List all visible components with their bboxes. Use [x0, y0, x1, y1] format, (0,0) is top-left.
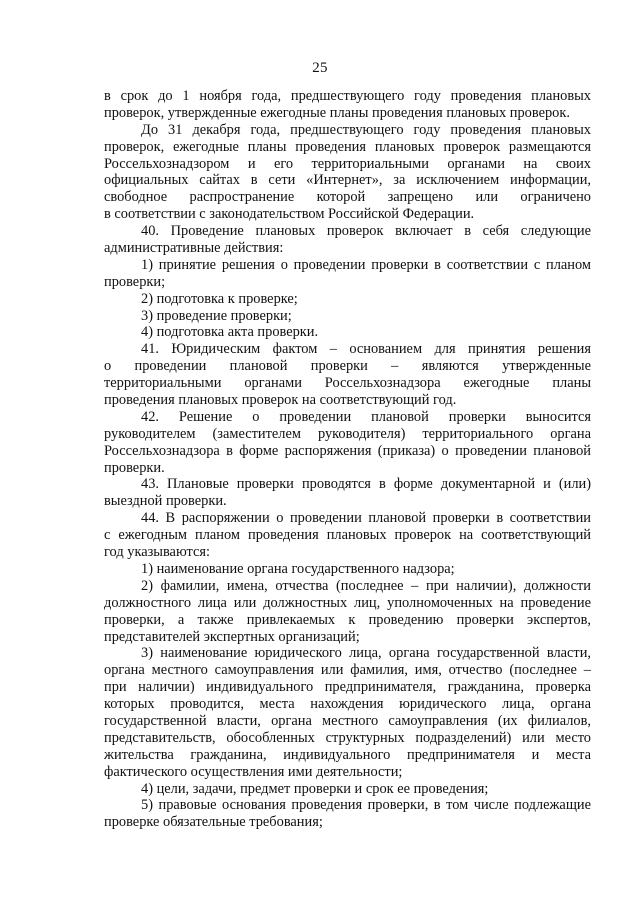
document-body [104, 88, 591, 831]
text-line: 44. В распоряжении о проведении плановой проверки в соответствии [141, 510, 591, 527]
text-line: фактического осуществления ими деятельности; [104, 763, 403, 780]
text-line: проверки. [104, 459, 165, 476]
text-line: официальных сайтах в сети «Интернет», за исключением информации, [104, 172, 591, 189]
text-line: при наличии) индивидуального предпринимателя, гражданина, проверка [104, 679, 591, 696]
text-line: Россельхознадзором и его территориальными органами на своих [104, 155, 591, 172]
text-line: 40. Проведение плановых проверок включает в себя следующие [141, 223, 591, 240]
text-line: жительства гражданина, индивидуального предпринимателя и места [104, 746, 591, 763]
text-line: с ежегодным планом проведения плановых проверок на соответствующий [104, 527, 591, 544]
text-line: органа местного самоуправления или фамилия, имя, отчество (последнее – [104, 662, 591, 679]
text-line: которых проводится, места нахождения юридического лица, органа [104, 696, 591, 713]
text-line: руководителем (заместителем руководителя) территориального органа [104, 425, 591, 442]
text-line: проверок, утвержденные ежегодные планы проведения плановых проверок. [104, 104, 570, 121]
text-line: 2) подготовка к проверке; [141, 290, 298, 307]
text-line: проведения плановых проверок на соответствующий год. [104, 392, 457, 409]
text-line: представительств, обособленных структурных подразделений) или место [104, 729, 591, 746]
page-number: 25 [312, 60, 328, 76]
text-line: 3) проведение проверки; [141, 307, 292, 324]
text-line: До 31 декабря года, предшествующего году проведения плановых [141, 121, 591, 138]
text-line: территориальными органами Россельхознадзора ежегодные планы [104, 375, 591, 392]
text-line: административные действия: [104, 240, 284, 257]
text-line: выездной проверки. [104, 493, 227, 510]
text-line: 5) правовые основания проведения проверки, в том числе подлежащие [141, 797, 591, 814]
text-line: 43. Плановые проверки проводятся в форме документарной и (или) [141, 476, 591, 493]
text-line: 1) принятие решения о проведении проверки в соответствии с планом [141, 256, 591, 273]
text-line: проверке обязательные требования; [104, 814, 323, 831]
text-line: 3) наименование юридического лица, органа государственной власти, [141, 645, 591, 662]
text-line: о проведении плановой проверки – являются утвержденные [104, 358, 591, 375]
text-line: в срок до 1 ноября года, предшествующего году проведения плановых [104, 88, 591, 104]
text-line: 2) фамилии, имена, отчества (последнее – при наличии), должности [141, 577, 591, 594]
text-line: представителей экспертных организаций; [104, 628, 360, 645]
text-line: проверки, а также привлекаемых к проведению проверки экспертов, [104, 611, 591, 628]
text-line: 1) наименование органа государственного надзора; [141, 560, 455, 577]
text-line: Россельхознадзора в форме распоряжения (приказа) о проведении плановой [104, 442, 591, 459]
text-line: 4) подготовка акта проверки. [141, 324, 319, 341]
text-line: в соответствии с законодательством Российской Федерации. [104, 206, 475, 223]
text-line: проверки; [104, 273, 166, 290]
text-line: государственной власти, органа местного самоуправления (их филиалов, [104, 712, 591, 729]
text-line: свободное распространение которой запрещено или ограничено [104, 189, 591, 206]
text-line: год указываются: [104, 544, 210, 561]
text-line: проверок, ежегодные планы проведения плановых проверок размещаются [104, 138, 591, 155]
text-line: 41. Юридическим фактом – основанием для принятия решения [141, 341, 591, 358]
text-line: 42. Решение о проведении плановой проверки выносится [141, 408, 591, 425]
text-line: должностного лица или должностных лиц, уполномоченных на проведение [104, 594, 591, 611]
text-line: 4) цели, задачи, предмет проверки и срок ее проведения; [141, 780, 489, 797]
